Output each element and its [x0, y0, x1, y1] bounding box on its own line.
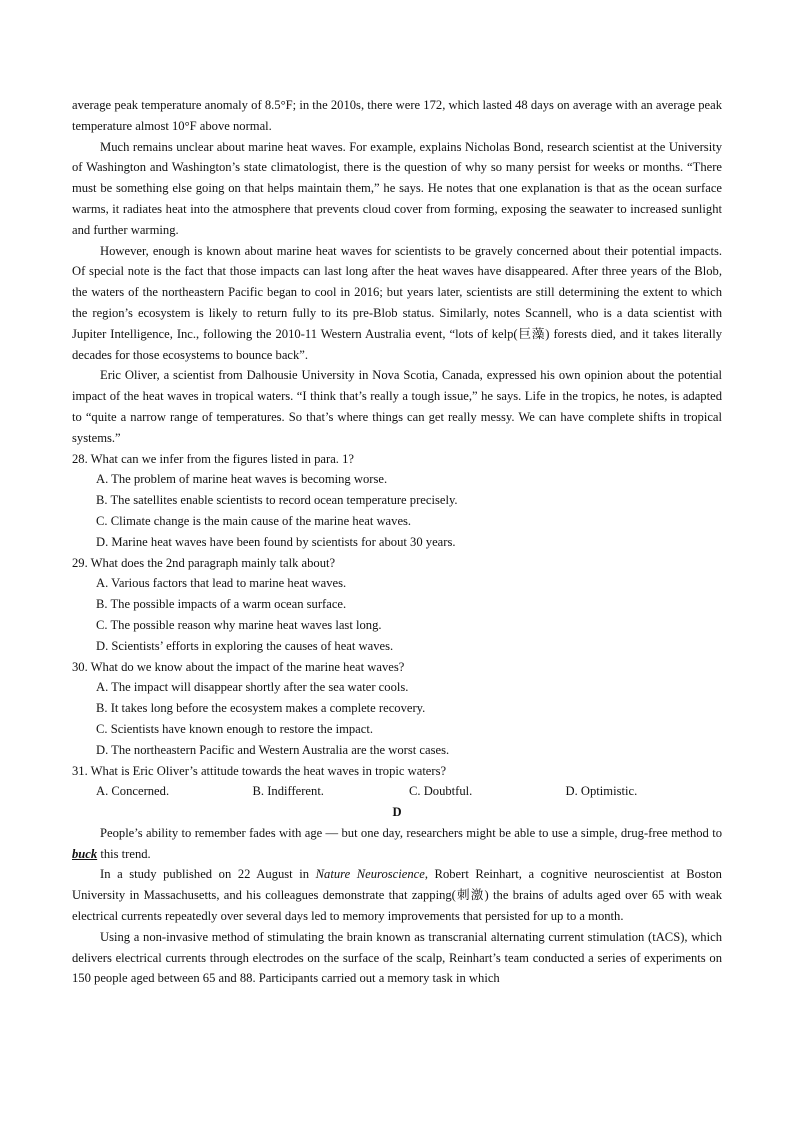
option-b: B. The possible impacts of a warm ocean surface. [96, 597, 347, 612]
question-30 [72, 657, 722, 761]
passage-d-paragraph-3: Using a non-invasive method of stimulating the brain known as transcranial alternating current stimulation (tACS), which delivers electrical currents through electrodes on the surface of the scalp, Reinhart’s team conducted a series of experiments on 150 people aged between 65 and 88. Participants carried out a memory task in which [72, 929, 722, 986]
option-c: C. Scientists have known enough to restore the impact. [96, 721, 374, 736]
passage-d-paragraph-1 [72, 823, 722, 865]
text-run: People’s ability to remember fades with age — but one day, researchers might be able to use a simple, drug-free method to [100, 825, 722, 840]
option-a: A. The impact will disappear shortly after the sea water cools. [96, 680, 409, 695]
question-31 [72, 761, 722, 803]
passage-c-paragraph-1-tail: average peak temperature anomaly of 8.5°F; in the 2010s, there were 172, which lasted 48 days on average with an average peak temperature almost 10°F above normal. [72, 98, 722, 133]
journal-title: Nature Neuroscience [315, 867, 425, 882]
page-content [72, 95, 722, 989]
option-a: A. Concerned. [96, 784, 170, 799]
key-word: buck [72, 846, 98, 861]
option-a: A. The problem of marine heat waves is becoming worse. [96, 472, 388, 487]
question-28 [72, 449, 722, 553]
option-a: A. Various factors that lead to marine heat waves. [96, 576, 347, 591]
option-d: D. The northeastern Pacific and Western Australia are the worst cases. [96, 742, 450, 757]
text-run: In a study published on 22 August in [100, 867, 316, 882]
option-b: B. The satellites enable scientists to record ocean temperature precisely. [96, 493, 458, 508]
option-c: C. Climate change is the main cause of the marine heat waves. [96, 513, 412, 528]
text-run: this trend. [97, 846, 151, 861]
passage-d-paragraph-2 [72, 864, 722, 926]
passage-c-paragraph-2: Much remains unclear about marine heat waves. For example, explains Nicholas Bond, research scientist at the University of Washington and Washington’s state climatologist, there is the question of why so many persist for weeks or months. “There must be something else going on that helps maintain them,” he says. He notes that one explanation is that as the ocean surface warms, it radiates heat into the atmosphere that prevents cloud cover from forming, exposing the seawater to increased sunlight and further warming. [72, 139, 722, 237]
option-d: D. Marine heat waves have been found by scientists for about 30 years. [96, 534, 456, 549]
options-row [72, 781, 722, 802]
passage-c-paragraph-4: Eric Oliver, a scientist from Dalhousie University in Nova Scotia, Canada, expressed his own opinion about the potential impact of the heat waves in tropical waters. “I think that’s really a tough issue,” he says. Life in the tropics, he notes, is adapted to “quite a narrow range of temperatures. So that’s where things can get really messy. We can have complete shifts in tropical systems.” [72, 368, 722, 445]
section-heading: D [392, 805, 402, 820]
option-b: B. It takes long before the ecosystem makes a complete recovery. [96, 701, 426, 716]
question-stem: 29. What does the 2nd paragraph mainly talk about? [72, 555, 336, 570]
question-stem: 30. What do we know about the impact of the marine heat waves? [72, 659, 405, 674]
option-b: B. Indifferent. [252, 784, 324, 799]
option-d: D. Scientists’ efforts in exploring the causes of heat waves. [96, 638, 394, 653]
question-stem: 28. What can we infer from the figures listed in para. 1? [72, 451, 354, 466]
passage-c-paragraph-3: However, enough is known about marine heat waves for scientists to be gravely concerned about their potential impacts. Of special note is the fact that those impacts can last long after the heat waves have disappeared. After three years of the Blob, the waters of the northeastern Pacific began to cool in 2016; but years later, scientists are still determining the extent to which the region’s ecosystem is likely to return fully to its pre-Blob status. Similarly, notes Scannell, who is a data scientist with Jupiter Intelligence, Inc., following the 2010-11 Western Australia event, “lots of kelp(巨藻) forests died, and it takes literally decades for those ecosystems to bounce back”. [72, 243, 722, 362]
option-c: C. The possible reason why marine heat waves last long. [96, 617, 382, 632]
question-stem: 31. What is Eric Oliver’s attitude towards the heat waves in tropic waters? [72, 763, 447, 778]
text-run: , Robert Reinhart, a cognitive neuroscientist at Boston University in Massachusetts, and his colleagues demonstrate that zapping(刺激) the brains of adults aged over 65 with weak electrical currents repeatedly over several days led to memory improvements that persisted for up to a month. [72, 867, 722, 924]
question-29 [72, 553, 722, 657]
option-d: D. Optimistic. [565, 784, 638, 799]
option-c: C. Doubtful. [409, 784, 473, 799]
